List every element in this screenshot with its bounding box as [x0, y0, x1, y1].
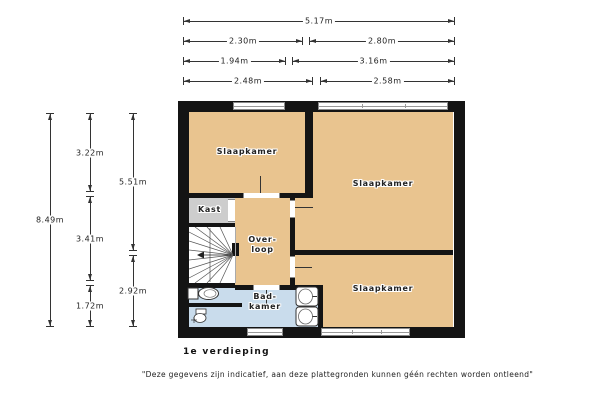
label-bathroom: Bad- kamer: [249, 292, 281, 311]
label-landing: Over- loop: [248, 235, 277, 254]
dim-label: 1.94m: [220, 56, 249, 66]
dim-top-left-1: [183, 37, 303, 45]
wall-bedroom-split-horizontal: [295, 250, 453, 255]
label-bedroom-bottom: Slaapkamer: [352, 284, 414, 293]
label-closet: Kast: [198, 205, 221, 214]
dim-label: 3.41m: [75, 234, 105, 243]
dim-left-seg-3: [75, 285, 105, 327]
dim-label: 5.17m: [304, 16, 334, 26]
dim-label: 5.51m: [118, 177, 148, 187]
floor-title: 1e verdieping: [183, 347, 270, 357]
dim-label: 2.80m: [367, 36, 397, 46]
winder-staircase-icon: [189, 227, 235, 283]
dim-left-total: [35, 113, 65, 327]
dim-label: 2.58m: [373, 76, 402, 86]
disclaimer-text: "Deze gegevens zijn indicatief, aan deze plattegronden kunnen géén rechten worden ontleend": [141, 370, 534, 379]
window-top-right: [318, 102, 448, 110]
dim-left-seg-1: [75, 113, 105, 192]
dim-top-right-2: [292, 57, 455, 65]
dim-top-right-1: [309, 37, 455, 45]
hand-basin-icon: [191, 309, 206, 323]
dim-top-right-3: [320, 77, 455, 85]
window-top-left: [233, 102, 285, 110]
dim-top-total: [183, 17, 455, 25]
double-washbasin-icon: [296, 287, 318, 326]
dim-label: 1.72m: [75, 301, 105, 311]
wall-bedroom-divider-vertical: [305, 101, 313, 198]
door-bedroom-right: [290, 200, 295, 218]
dim-mid-seg-2: [118, 255, 148, 327]
dim-left-seg-2: [75, 196, 105, 281]
dim-label: 3.22m: [75, 148, 105, 157]
dim-label: 8.49m: [35, 215, 65, 225]
dim-mid-seg-1: [118, 113, 148, 251]
dim-top-left-3: [183, 77, 313, 85]
dim-label: 2.48m: [233, 76, 263, 86]
door-leaf: [260, 176, 261, 193]
dim-label: 2.92m: [118, 286, 148, 296]
door-leaf: [295, 207, 313, 208]
dim-top-left-2: [183, 57, 286, 65]
window-mullion: [405, 104, 406, 108]
dim-label: 2.30m: [228, 36, 258, 46]
window-mullion: [381, 330, 382, 334]
label-bedroom-right: Slaapkamer: [352, 179, 414, 188]
window-bathroom: [247, 328, 283, 336]
window-bottom-bedroom: [321, 328, 410, 336]
toilet-icon: [188, 288, 219, 300]
window-mullion: [352, 330, 353, 334]
window-mullion: [362, 104, 363, 108]
dim-label: 3.16m: [359, 56, 388, 66]
door-leaf: [295, 267, 312, 268]
label-bedroom-top-left: Slaapkamer: [216, 147, 278, 156]
door-bedroom-top-left: [243, 193, 280, 198]
